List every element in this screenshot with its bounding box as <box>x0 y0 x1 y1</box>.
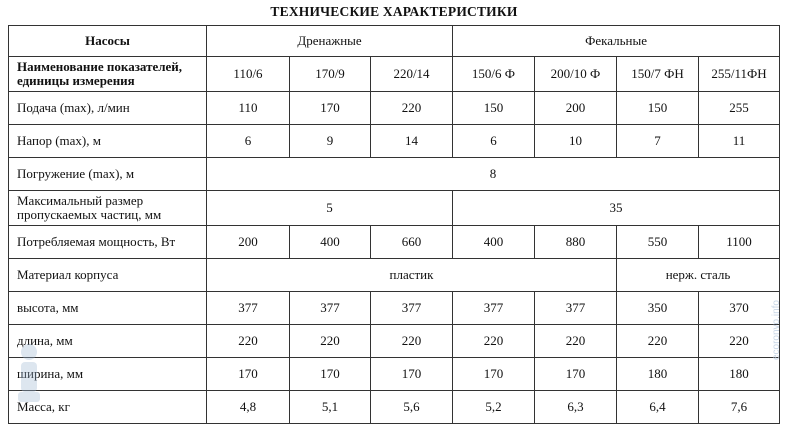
value-cell: 35 <box>453 191 780 226</box>
row-label: Масса, кг <box>9 391 207 424</box>
table-row-immersion <box>9 158 780 191</box>
value-cell: 350 <box>617 292 699 325</box>
pumps-header: Насосы <box>9 26 207 57</box>
header-row-groups <box>9 26 780 57</box>
value-cell: 10 <box>535 125 617 158</box>
group-drain-header: Дренажные <box>207 26 453 57</box>
value-cell: 220 <box>535 325 617 358</box>
value-cell: 400 <box>453 226 535 259</box>
table-row-width <box>9 358 780 391</box>
value-cell: 5,2 <box>453 391 535 424</box>
value-cell: 370 <box>699 292 780 325</box>
value-cell: 220 <box>617 325 699 358</box>
value-cell: 170 <box>453 358 535 391</box>
row-label: Подача (max), л/мин <box>9 92 207 125</box>
value-cell: 880 <box>535 226 617 259</box>
value-cell: 377 <box>290 292 371 325</box>
value-cell: 220 <box>371 92 453 125</box>
value-cell: 220 <box>453 325 535 358</box>
value-cell: 550 <box>617 226 699 259</box>
value-cell: 220 <box>207 325 290 358</box>
value-cell: 6,4 <box>617 391 699 424</box>
value-cell: 5,1 <box>290 391 371 424</box>
value-cell: 200 <box>207 226 290 259</box>
value-cell: 377 <box>207 292 290 325</box>
model-cell: 200/10 Ф <box>535 57 617 92</box>
value-cell: 7,6 <box>699 391 780 424</box>
model-cell: 170/9 <box>290 57 371 92</box>
model-cell: 255/11ФН <box>699 57 780 92</box>
table-row-material <box>9 259 780 292</box>
page-title: ТЕХНИЧЕСКИЕ ХАРАКТЕРИСТИКИ <box>270 4 518 19</box>
value-cell: пластик <box>207 259 617 292</box>
value-cell: 220 <box>290 325 371 358</box>
value-cell: 110 <box>207 92 290 125</box>
model-cell: 220/14 <box>371 57 453 92</box>
value-cell: 377 <box>371 292 453 325</box>
table-row-power <box>9 226 780 259</box>
table-row-head <box>9 125 780 158</box>
row-label: высота, мм <box>9 292 207 325</box>
row-label: Напор (max), м <box>9 125 207 158</box>
model-cell: 150/6 Ф <box>453 57 535 92</box>
row-label: Погружение (max), м <box>9 158 207 191</box>
value-cell: 170 <box>290 92 371 125</box>
value-cell: 660 <box>371 226 453 259</box>
value-cell: 5,6 <box>371 391 453 424</box>
value-cell: 6,3 <box>535 391 617 424</box>
table-row-particle <box>9 191 780 226</box>
row-label: Материал корпуса <box>9 259 207 292</box>
table-row-length <box>9 325 780 358</box>
value-cell: 180 <box>699 358 780 391</box>
header-row-models <box>9 57 780 92</box>
value-cell: 170 <box>207 358 290 391</box>
value-cell: 8 <box>207 158 780 191</box>
value-cell: 14 <box>371 125 453 158</box>
value-cell: 170 <box>371 358 453 391</box>
value-cell: 180 <box>617 358 699 391</box>
value-cell: 377 <box>535 292 617 325</box>
model-cell: 110/6 <box>207 57 290 92</box>
table-row-height <box>9 292 780 325</box>
value-cell: 150 <box>617 92 699 125</box>
value-cell: 255 <box>699 92 780 125</box>
spec-table <box>8 25 780 424</box>
value-cell: 9 <box>290 125 371 158</box>
value-cell: 220 <box>699 325 780 358</box>
row-label: ширина, мм <box>9 358 207 391</box>
model-cell: 150/7 ФН <box>617 57 699 92</box>
value-cell: 5 <box>207 191 453 226</box>
watermark-logo-icon <box>10 340 48 410</box>
value-cell: 170 <box>290 358 371 391</box>
value-cell: 377 <box>453 292 535 325</box>
watermark-text: ecoronvo.info <box>771 300 782 361</box>
value-cell: 170 <box>535 358 617 391</box>
value-cell: 7 <box>617 125 699 158</box>
row-label: длина, мм <box>9 325 207 358</box>
value-cell: 400 <box>290 226 371 259</box>
param-header: Наименование показателей, единицы измерения <box>9 57 207 92</box>
row-label: Потребляемая мощность, Вт <box>9 226 207 259</box>
value-cell: 200 <box>535 92 617 125</box>
value-cell: 4,8 <box>207 391 290 424</box>
value-cell: 150 <box>453 92 535 125</box>
group-fecal-header: Фекальные <box>453 26 780 57</box>
value-cell: 220 <box>371 325 453 358</box>
value-cell: 6 <box>207 125 290 158</box>
value-cell: 6 <box>453 125 535 158</box>
table-row-flow <box>9 92 780 125</box>
value-cell: 1100 <box>699 226 780 259</box>
value-cell: нерж. сталь <box>617 259 780 292</box>
row-label: Максимальный размер пропускаемых частиц, мм <box>9 191 207 226</box>
value-cell: 11 <box>699 125 780 158</box>
